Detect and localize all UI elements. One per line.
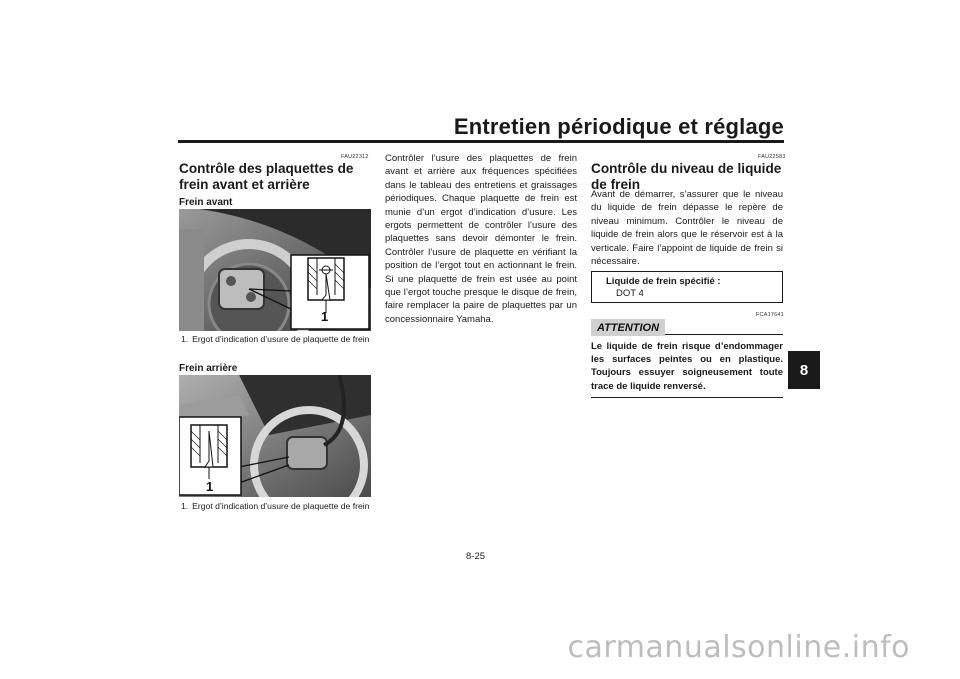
header-rule (178, 140, 784, 143)
caption-text: Ergot d’indication d’usure de plaquette de frein (192, 334, 370, 344)
section-code: FAU22312 (341, 154, 369, 160)
front-brake-illustration (179, 209, 371, 331)
front-brake-label: Frein avant (179, 197, 233, 208)
attention-rule (665, 334, 783, 335)
attention-badge: ATTENTION (591, 319, 665, 336)
section-heading-brake-fluid: Contrôle du niveau de liquide de frein (591, 161, 782, 192)
spec-value: DOT 4 (616, 288, 644, 299)
caption-number: 1. (181, 334, 189, 344)
rear-brake-label: Frein arrière (179, 363, 238, 374)
section-heading-brake-pads: Contrôle des plaquettes de frein avant et arrière (179, 161, 354, 192)
page-title: Entretien périodique et réglage (453, 114, 784, 139)
spec-label: Liquide de frein spécifié : (606, 276, 721, 287)
attention-code: FCA17641 (756, 312, 784, 318)
brake-fluid-body-text: Avant de démarrer, s’assurer que le niveau du liquide de frein dépasse le repère de niveau minimum. Contrôler le niveau de liquide de frein alors que le réservoir est à la verticale. Faire l’appoint de liquide de frein si nécessaire. (591, 189, 783, 268)
front-brake-photo (179, 209, 371, 331)
rear-callout-number: 1 (206, 479, 214, 494)
rear-brake-caption (181, 501, 371, 512)
brake-pads-body-text: Contrôler l’usure des plaquettes de frein avant et arrière aux fréquences spécifiées dans le tableau des entretiens et graissages périodiques. Chaque plaquette de frein est munie d’un ergot d’indication d’usure. Les ergots permettent de contrôler l’usure des plaquettes sans devoir démonter le frein. Contrôler l’usure de plaquette en vérifiant la position de l’ergot tout en actionnant le frein. Si une plaquette de frein est usée au point que l’ergot touche presque le disque de frein, faire remplacer la paire de plaquettes par un concessionnaire Yamaha. (385, 153, 577, 325)
front-brake-caption (181, 334, 371, 345)
caption-number: 1. (181, 501, 189, 511)
caption-text: Ergot d’indication d’usure de plaquette de frein (192, 501, 370, 511)
section-code: FAU22583 (758, 154, 786, 160)
front-callout-number: 1 (321, 309, 329, 324)
watermark: carmanualsonline.info (567, 630, 910, 665)
section-tab: 8 (788, 351, 820, 389)
attention-rule-bottom (591, 397, 783, 398)
spec-box (591, 271, 783, 303)
rear-brake-photo (179, 375, 371, 497)
attention-text: Le liquide de frein risque d’endommager les surfaces peintes ou en plastique. Toujours essuyer soigneusement toute trace de liquide renversé. (591, 341, 783, 392)
page-number: 8-25 (466, 551, 486, 562)
